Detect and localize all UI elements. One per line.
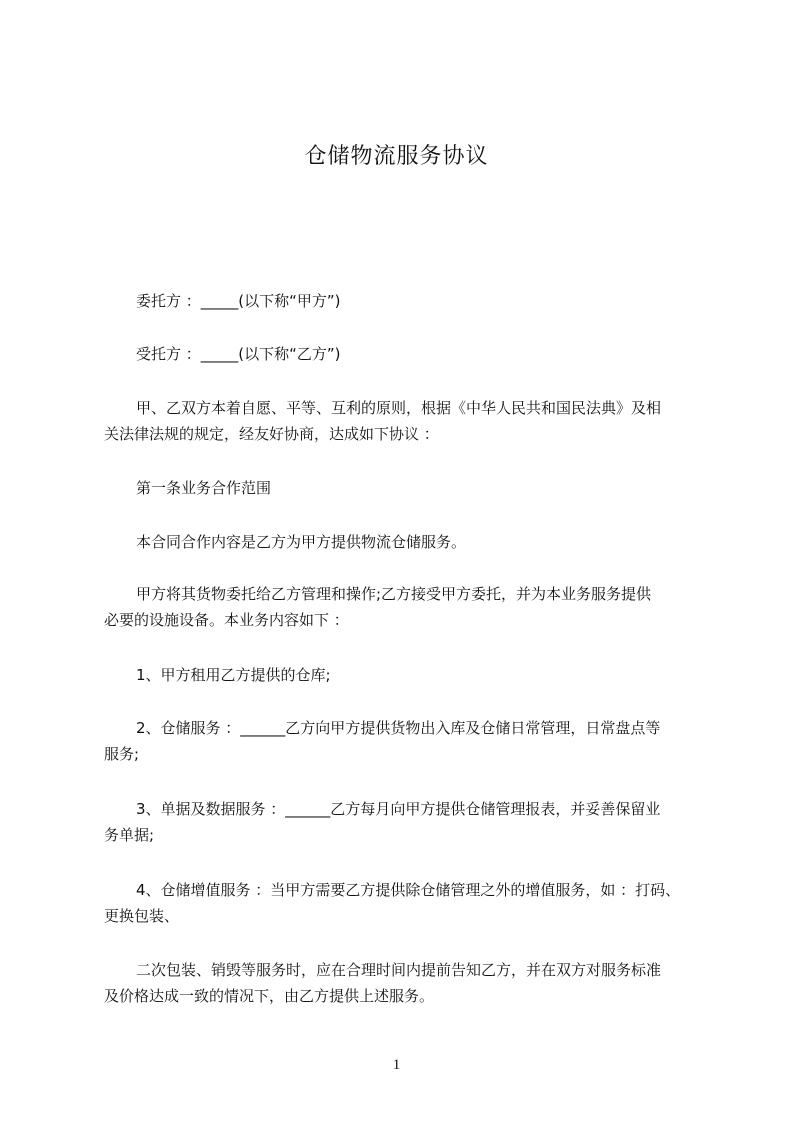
- paragraph-secondary-packaging: [104, 957, 714, 1009]
- paragraph-contractor: [104, 341, 714, 367]
- paragraph-line: 服务;: [104, 745, 140, 763]
- paragraph-line: 第一条业务合作范围: [136, 479, 272, 497]
- paragraph-line: 甲、乙双方本着自愿、平等、互利的原则，根据《中华人民共和国民法典》及相: [136, 399, 662, 417]
- paragraph-line: 甲方将其货物委托给乙方管理和操作;乙方接受甲方委托，并为本业务服务提供: [136, 585, 652, 603]
- paragraph-scope: [104, 529, 714, 555]
- paragraph-line: 3、单据及数据服务 ：______乙方每月向甲方提供仓储管理报表，并妥善保留业: [136, 800, 661, 818]
- paragraph-line: 必要的设施设备。本业务内容如下 ：: [104, 611, 349, 629]
- paragraph-entrust: [104, 581, 714, 633]
- paragraph-client: [104, 288, 714, 314]
- paragraph-line: 务单据;: [104, 826, 155, 844]
- document-title: 仓储物流服务协议: [304, 144, 489, 169]
- list-item-3: [104, 796, 714, 848]
- paragraph-line: 委托方 ：_____(以下称“甲方”): [136, 292, 341, 310]
- paragraph-line: 本合同合作内容是乙方为甲方提供物流仓储服务。: [136, 533, 467, 551]
- paragraph-line: 受托方 ：_____(以下称“乙方”): [136, 345, 341, 363]
- paragraph-line: 4、仓储增值服务 ：当甲方需要乙方提供除仓储管理之外的增值服务，如 ：打码、: [136, 881, 681, 899]
- article-heading: [104, 475, 714, 501]
- paragraph-line: 二次包装、销毁等服务时，应在合理时间内提前告知乙方，并在双方对服务标准: [136, 961, 662, 979]
- paragraph-preamble: [104, 395, 714, 447]
- paragraph-line: 2、仓储服务 ：______乙方向甲方提供货物出入库及仓储日常管理，日常盘点等: [136, 719, 661, 737]
- page-number: 1: [392, 1057, 401, 1073]
- list-item-2: [104, 715, 714, 767]
- paragraph-line: 及价格达成一致的情况下，由乙方提供上述服务。: [104, 987, 435, 1005]
- paragraph-line: 关法律法规的规定，经友好协商，达成如下协议 ：: [104, 425, 439, 443]
- paragraph-line: 更换包装、: [104, 907, 180, 925]
- list-item-4: [104, 877, 714, 929]
- list-item-1: [104, 662, 714, 688]
- paragraph-line: 1、甲方租用乙方提供的仓库;: [136, 666, 331, 684]
